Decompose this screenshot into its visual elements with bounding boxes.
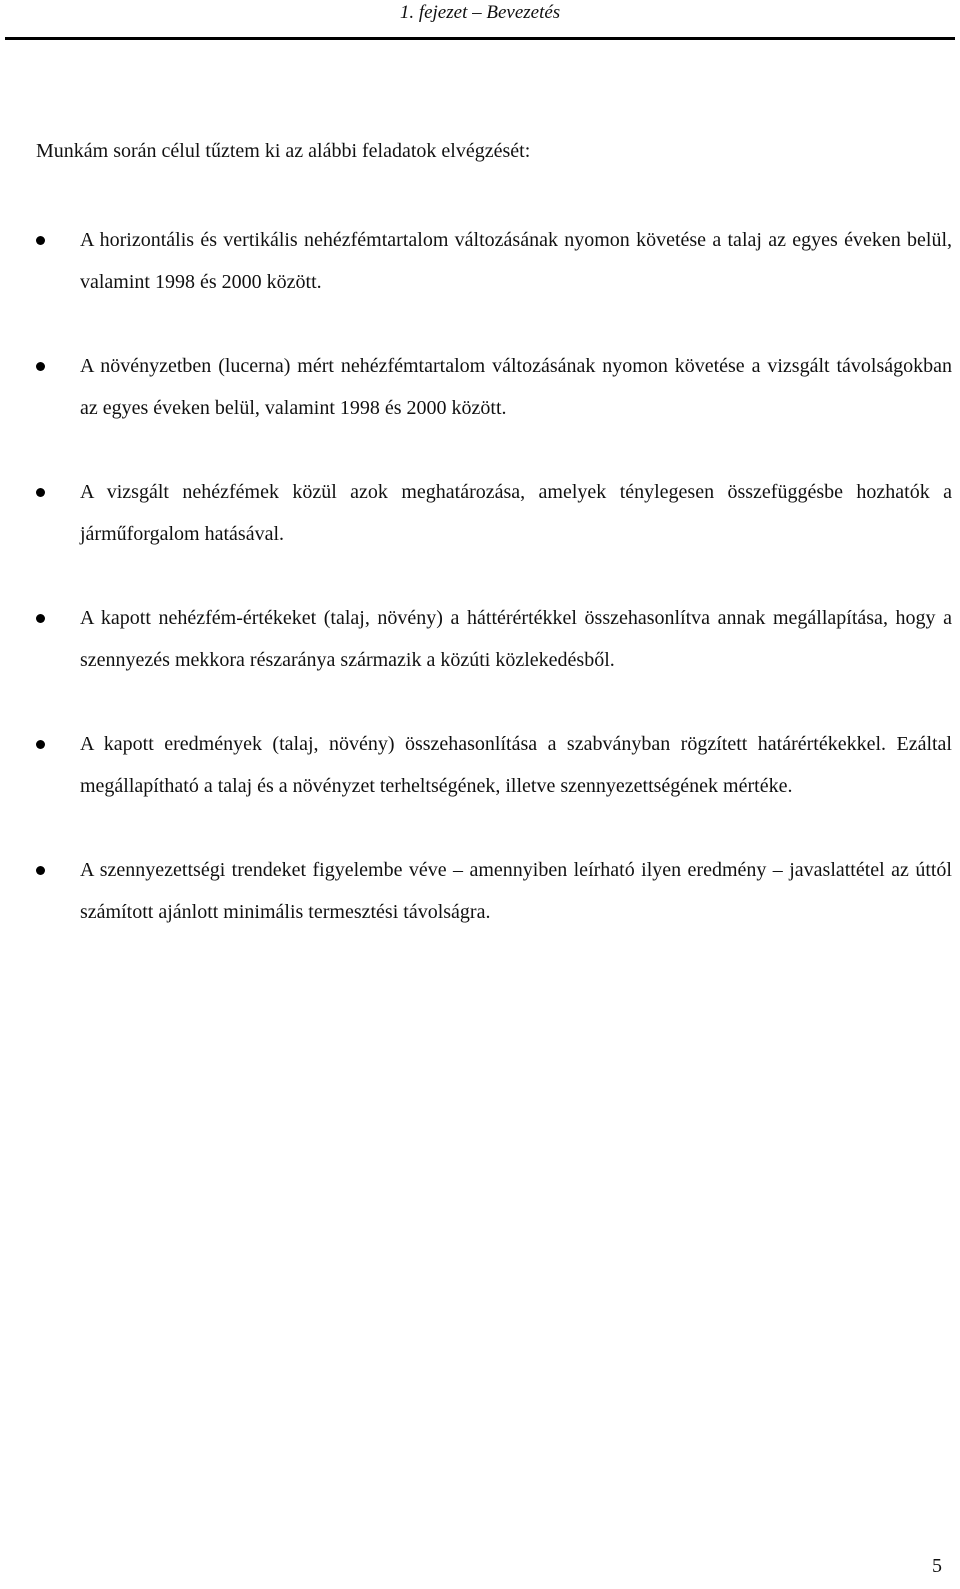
intro-paragraph: Munkám során célul tűztem ki az alábbi feladatok elvégzését: bbox=[36, 140, 531, 162]
list-item-text: A kapott nehézfém-értékeket (talaj, növény) a háttérértékkel összehasonlítva annak megállapítása, hogy a szennyezés mekkora részaránya származik a közúti közlekedésből. bbox=[80, 607, 952, 671]
list-item-text: A növényzetben (lucerna) mért nehézfémtartalom változásának nyomon követése a vizsgált távolságokban az egyes éveken belül, valamint 1998 és 2000 között. bbox=[80, 355, 952, 419]
objectives-list bbox=[36, 220, 952, 933]
running-header: 1. fejezet – Bevezetés bbox=[399, 2, 561, 23]
bullet-icon bbox=[36, 614, 45, 623]
list-item-text: A szennyezettségi trendeket figyelembe véve – amennyiben leírható ilyen eredmény – javaslattétel az úttól számított ajánlott minimális termesztési távolságra. bbox=[80, 859, 952, 923]
list-item bbox=[36, 850, 952, 933]
bullet-icon bbox=[36, 362, 45, 371]
list-item-text: A vizsgált nehézfémek közül azok meghatározása, amelyek ténylegesen összefüggésbe hozhatók a járműforgalom hatásával. bbox=[80, 481, 952, 545]
list-item bbox=[36, 220, 952, 303]
bullet-icon bbox=[36, 866, 45, 875]
list-item bbox=[36, 724, 952, 807]
list-item-text: A kapott eredmények (talaj, növény) összehasonlítása a szabványban rögzített határértékekkel. Ezáltal megállapítható a talaj és a növényzet terheltségének, illetve szennyezettségének mértéke. bbox=[80, 733, 952, 797]
bullet-icon bbox=[36, 740, 45, 749]
list-item bbox=[36, 598, 952, 681]
list-item-text: A horizontális és vertikális nehézfémtartalom változásának nyomon követése a talaj az egyes éveken belül, valamint 1998 és 2000 között. bbox=[80, 229, 952, 293]
list-item bbox=[36, 472, 952, 555]
bullet-icon bbox=[36, 236, 45, 245]
page-number: 5 bbox=[932, 1555, 942, 1577]
list-item bbox=[36, 346, 952, 429]
bullet-icon bbox=[36, 488, 45, 497]
header-divider bbox=[5, 37, 955, 40]
